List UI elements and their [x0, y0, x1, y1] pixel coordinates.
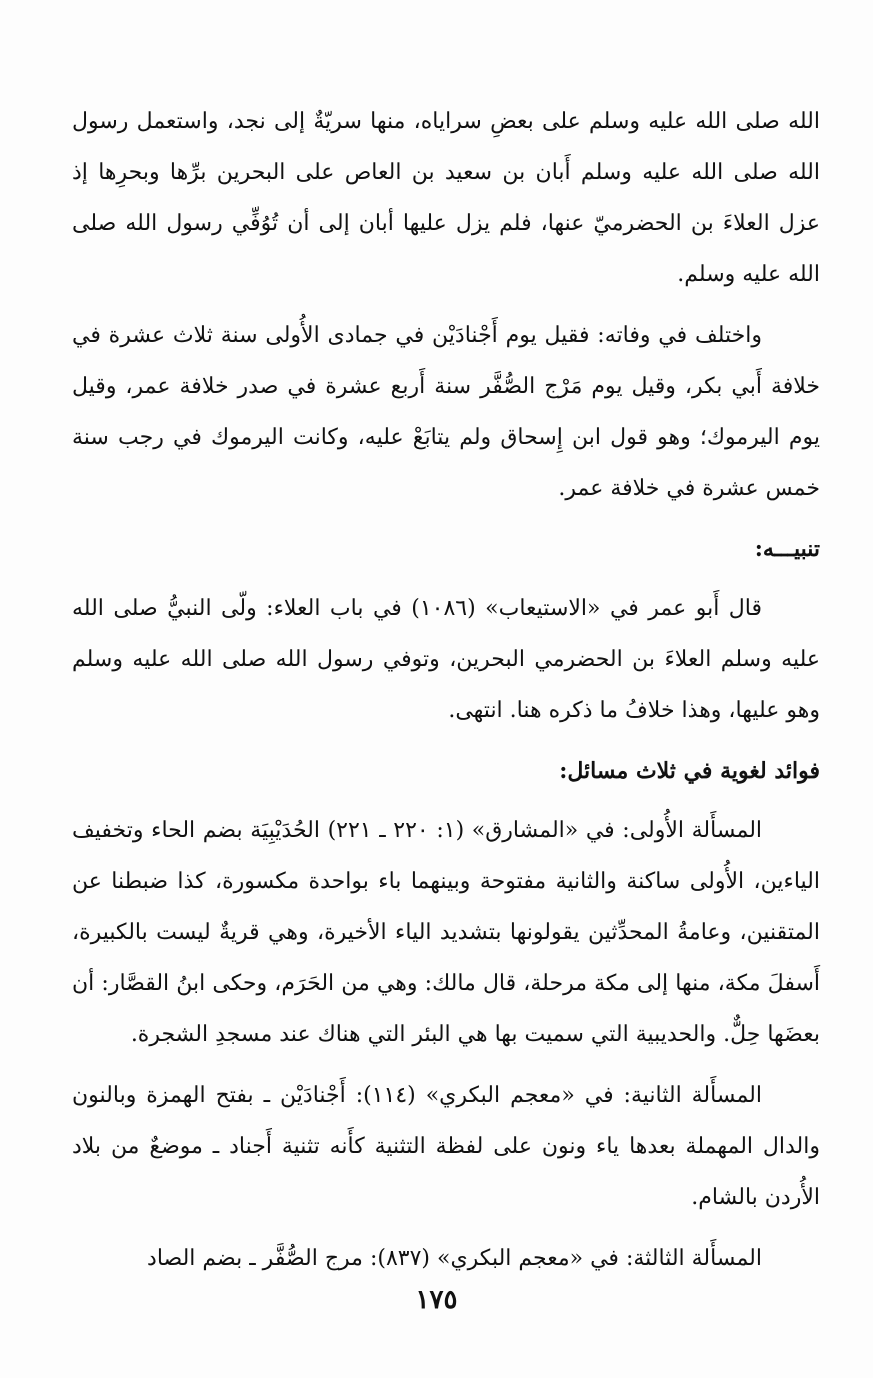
paragraph-issue-two: المسأَلة الثانية: في «معجم البكري» (١١٤): أَجْنادَيْن ـ بفتح الهمزة وبالنون والدال المهملة بعدها ياء ونون على لفظة التثنية كأَنه تثنية أَجناد ـ موضعٌ من بلاد الأُردن بالشام.: [72, 1083, 820, 1210]
paragraph-continuation: الله صلى الله عليه وسلم على بعضِ سراياه، منها سريّةٌ إلى نجد، واستعمل رسول الله صلى الله عليه وسلم أَبان بن سعيد بن العاص على البحرين برِّها وبحرِها إذ عزل العلاءَ بن الحضرميّ عنها، فلم يزل عليها أبان إلى أن تُوُفِّي رسول الله صلى الله عليه وسلم.: [72, 109, 820, 287]
main-text: [72, 96, 820, 1294]
paragraph-note: قال أَبو عمر في «الاستيعاب» (١٠٨٦) في باب العلاء: ولّى النبيُّ صلى الله عليه وسلم العلاءَ بن الحضرمي البحرين، وتوفي رسول الله صلى الله عليه وسلم وهو عليها، وهذا خلافُ ما ذكره هنا. انتهى.: [72, 596, 820, 723]
page-number: ١٧٥: [415, 1285, 458, 1315]
paragraph-issue-one: المسأَلة الأُولى: في «المشارق» (١: ٢٢٠ ـ ٢٢١) الحُدَيْبِيَة بضم الحاء وتخفيف الياءين، الأُولى ساكنة والثانية مفتوحة وبينهما باء بواحدة مكسورة، كذا ضبطنا عن المتقنين، وعامةُ المحدِّثين يقولونها بتشديد الياء الأخيرة، وهي قريةٌ ليست بالكبيرة، أَسفلَ مكة، منها إلى مكة مرحلة، قال مالك: وهي من الحَرَم، وحكى ابنُ القصَّار: أن بعضَها حِلٌّ. والحديبية التي سميت بها هي البئر التي هناك عند مسجدِ الشجرة.: [72, 818, 820, 1047]
paragraph-issue-three: المسأَلة الثالثة: في «معجم البكري» (٨٣٧): مرج الصُّفَّر ـ بضم الصاد: [147, 1246, 762, 1271]
heading-linguistic-notes: فوائد لغوية في ثلاث مسائل:: [559, 758, 820, 784]
paragraph-death-dispute: واختلف في وفاته: فقيل يوم أَجْنادَيْن في جمادى الأُولى سنة ثلاث عشرة في خلافة أَبي بكر، وقيل يوم مَرْج الصُّفَّر سنة أَربع عشرة في صدر خلافة عمر، وقيل يوم اليرموك؛ وهو قول ابن إِسحاق ولم يتابَعْ عليه، وكانت اليرموك في رجب سنة خمس عشرة في خلافة عمر.: [72, 323, 820, 501]
heading-note: تنبيـــه:: [754, 536, 820, 562]
